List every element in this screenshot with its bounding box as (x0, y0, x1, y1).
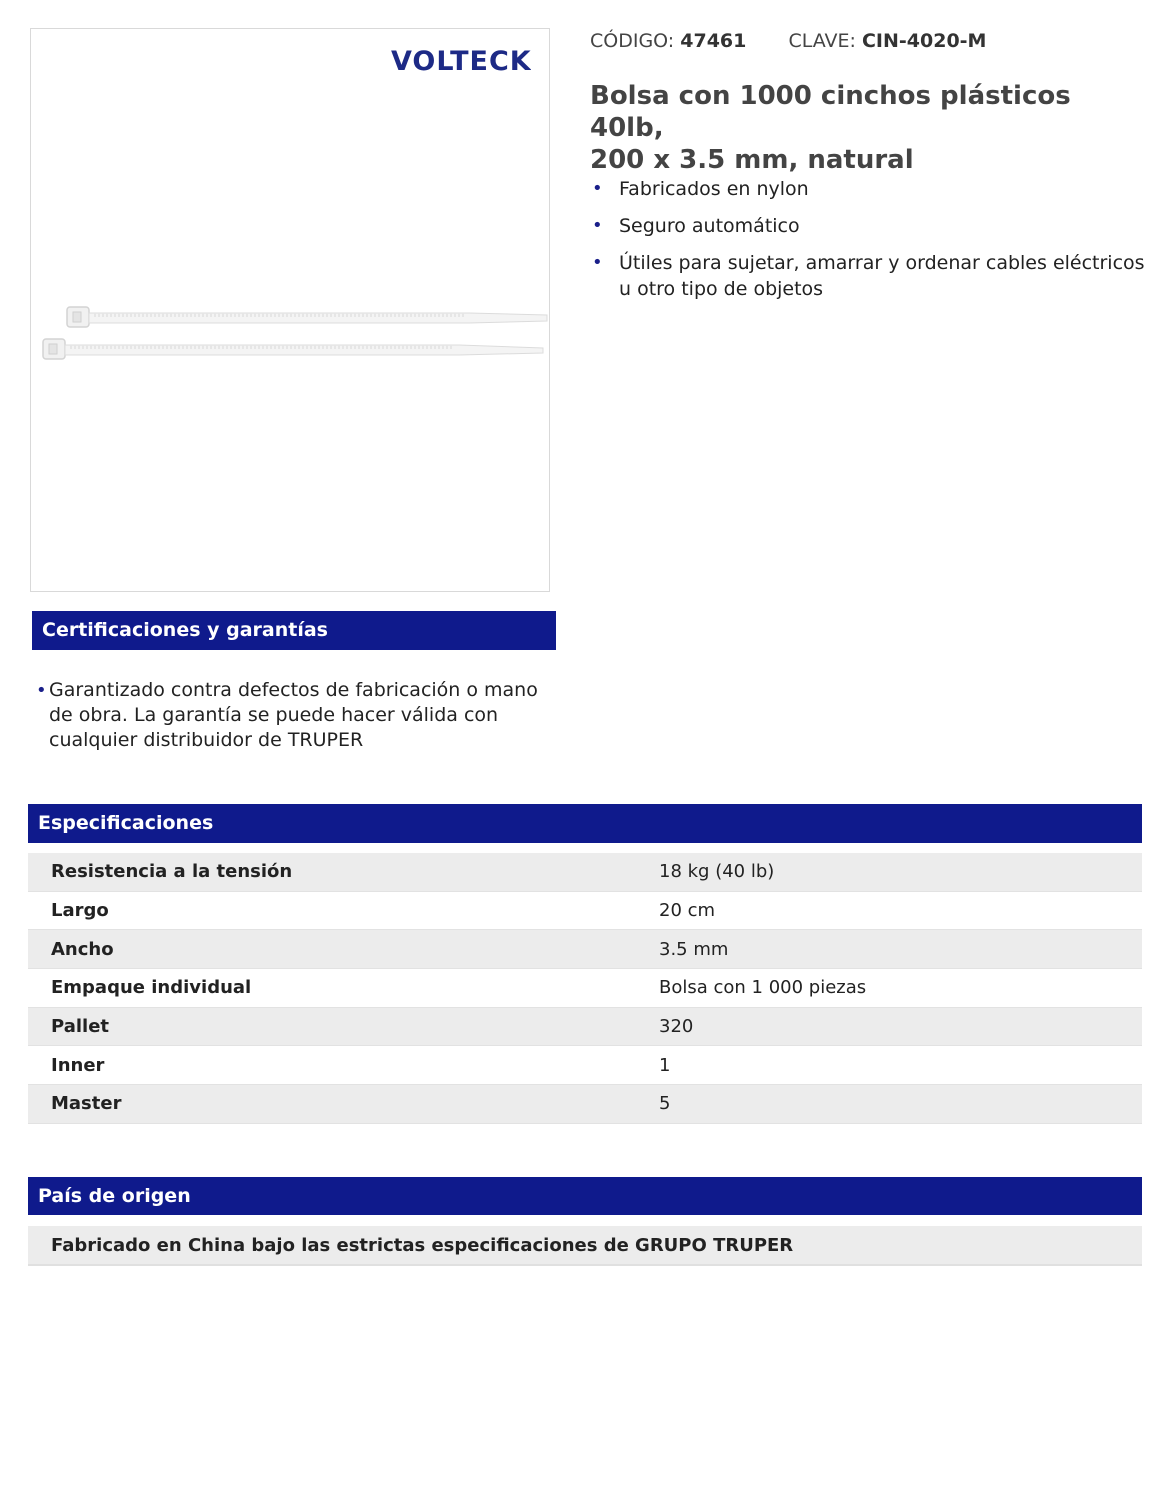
spec-value: 5 (659, 1085, 1142, 1124)
product-title-line2: 200 x 3.5 mm, natural (590, 145, 914, 175)
product-title (590, 80, 1150, 176)
table-row (28, 1085, 1142, 1124)
spec-value: Bolsa con 1 000 piezas (659, 969, 1142, 1008)
spec-value: 18 kg (40 lb) (659, 853, 1142, 891)
spec-label: Empaque individual (28, 969, 659, 1008)
specifications-table (28, 853, 1142, 1124)
product-image-box (30, 28, 550, 592)
spec-value: 3.5 mm (659, 930, 1142, 969)
feature-list (590, 176, 1150, 313)
table-row (28, 891, 1142, 930)
spec-label: Inner (28, 1046, 659, 1085)
spec-value: 320 (659, 1007, 1142, 1046)
table-row (28, 1007, 1142, 1046)
product-codes (590, 30, 986, 52)
spec-label: Resistencia a la tensión (28, 853, 659, 891)
svg-text:VOLTECK: VOLTECK (391, 46, 531, 75)
table-row (28, 1046, 1142, 1085)
spec-value: 1 (659, 1046, 1142, 1085)
clave-value: CIN-4020-M (861, 30, 987, 52)
origin-text: Fabricado en China bajo las estrictas especificaciones de GRUPO TRUPER (28, 1226, 1142, 1266)
volteck-logo-graphic (391, 45, 531, 75)
brand-logo (391, 45, 531, 82)
origin-header: País de origen (28, 1177, 1142, 1215)
feature-item: • Útiles para sujetar, amarrar y ordenar cables eléctricos u otro tipo de objetos (590, 250, 1150, 302)
product-title-line1: Bolsa con 1000 cinchos plásticos 40lb, (590, 81, 1071, 143)
spec-label: Largo (28, 891, 659, 930)
certifications-list (36, 678, 546, 753)
table-row (28, 969, 1142, 1008)
specifications-header: Especificaciones (28, 804, 1142, 843)
spec-value: 20 cm (659, 891, 1142, 930)
table-row (28, 853, 1142, 891)
table-row (28, 930, 1142, 969)
feature-item: • Seguro automático (590, 213, 1150, 239)
spec-label: Master (28, 1085, 659, 1124)
codigo-label: CÓDIGO: (590, 30, 675, 52)
codigo-value: 47461 (680, 30, 747, 52)
cable-ties-image (39, 299, 551, 369)
spec-label: Ancho (28, 930, 659, 969)
certification-item: • Garantizado contra defectos de fabricación o mano de obra. La garantía se puede hacer válida con cualquier distribuidor de TRUPER (36, 678, 546, 753)
feature-item: • Fabricados en nylon (590, 176, 1150, 202)
certifications-header: Certificaciones y garantías (32, 611, 556, 650)
spec-label: Pallet (28, 1007, 659, 1046)
clave-label: CLAVE: (788, 30, 856, 52)
